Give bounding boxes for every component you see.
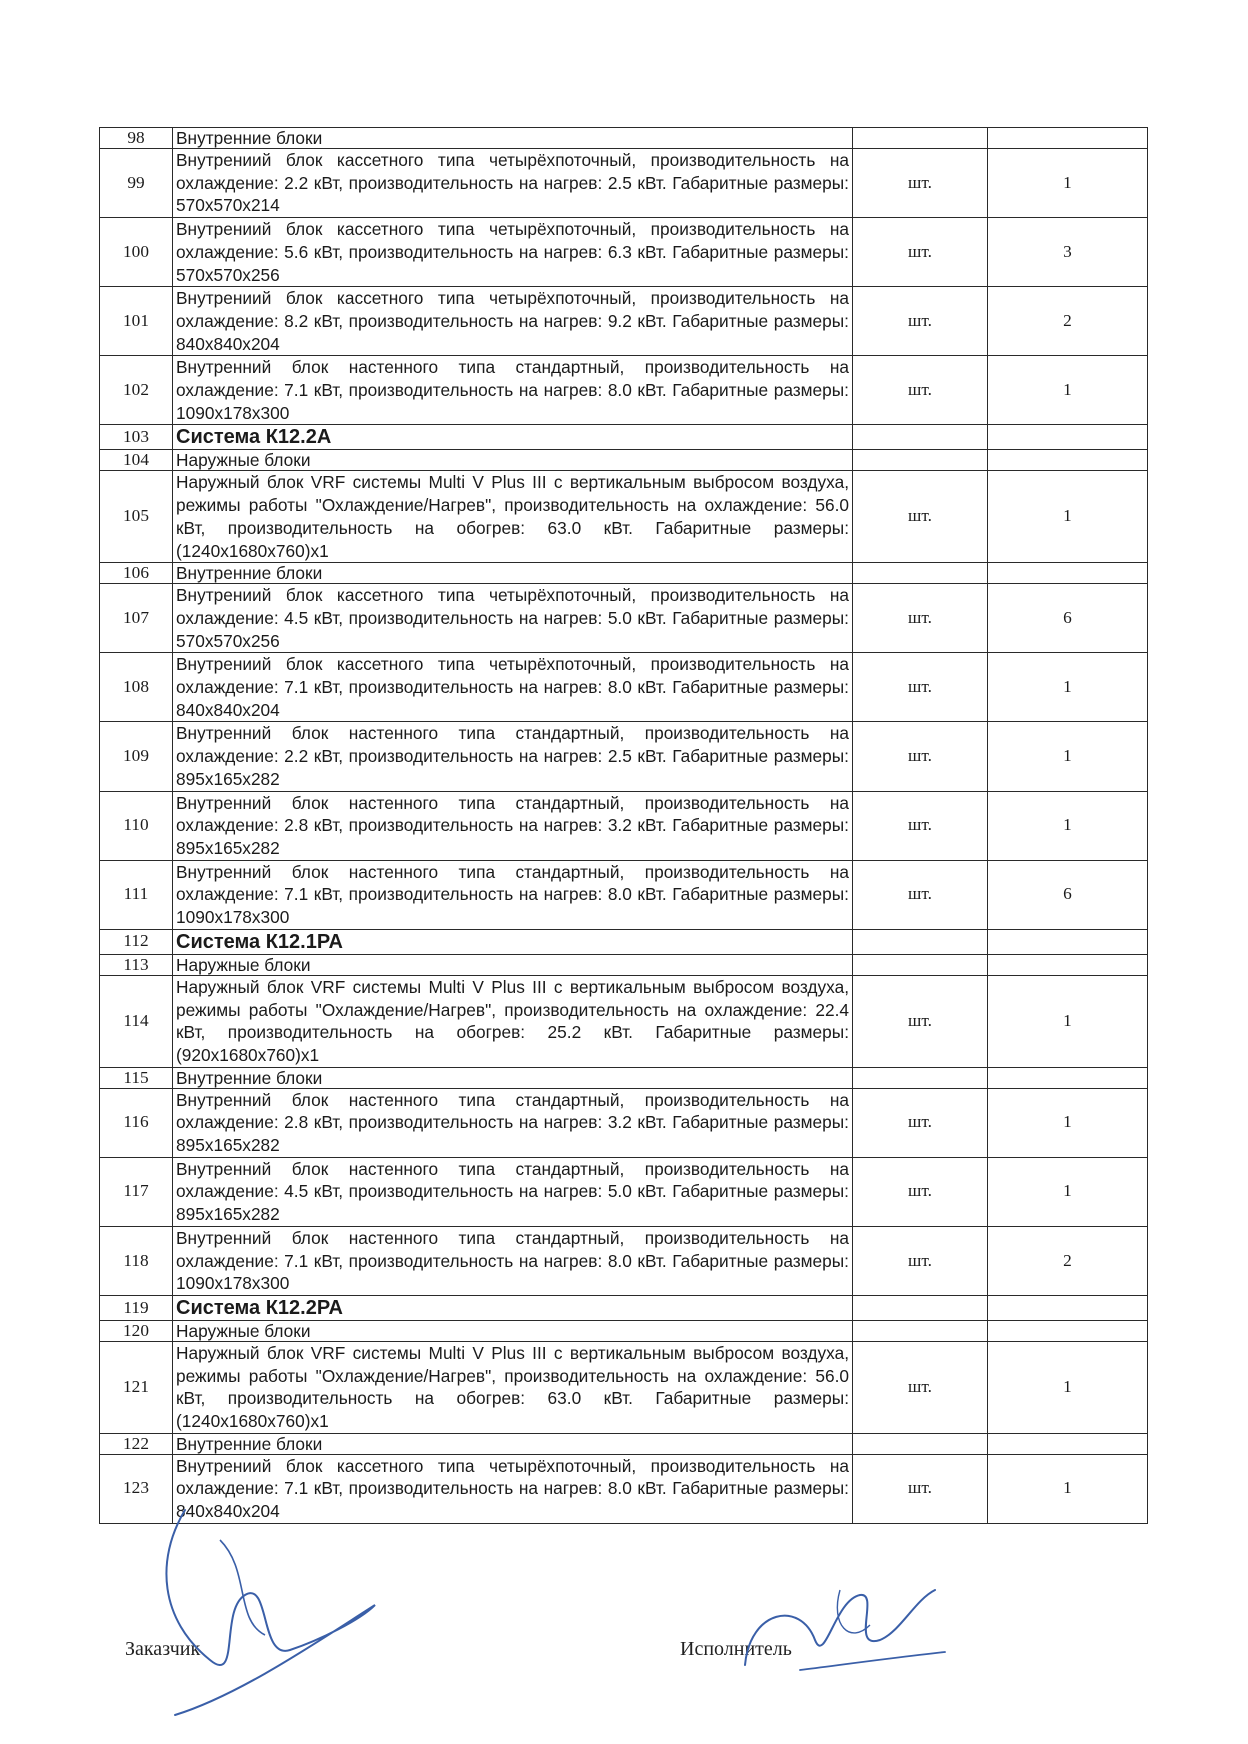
row-description: Внутренний блок настенного типа стандартный, производительность на охлаждение: 2.2 кВт, производительность на нагрев: 2.5 кВт. Габаритные размеры: 895x165x282 <box>173 722 853 791</box>
row-description: Наружный блок VRF системы Multi V Plus III с вертикальным выбросом воздуха, режимы работы "Охлаждение/Нагрев", производительность на охлаждение: 22.4 кВт, производительность на обогрев: 25.2 кВт. Габаритные размеры: (920x1680x760)x1 <box>173 975 853 1067</box>
row-number: 111 <box>100 860 173 929</box>
table-row <box>100 356 1148 425</box>
row-description: Внутренний блок настенного типа стандартный, производительность на охлаждение: 2.8 кВт, производительность на нагрев: 3.2 кВт. Габаритные размеры: 895x165x282 <box>173 1088 853 1157</box>
table-row <box>100 563 1148 584</box>
row-quantity <box>988 1067 1148 1088</box>
customer-label: Заказчик <box>125 1638 201 1660</box>
row-quantity: 1 <box>988 471 1148 563</box>
row-unit <box>853 1067 988 1088</box>
row-description: Внутренний блок настенного типа стандартный, производительность на охлаждение: 7.1 кВт, производительность на нагрев: 8.0 кВт. Габаритные размеры: 1090x178x300 <box>173 1226 853 1295</box>
table-row <box>100 653 1148 722</box>
table-row <box>100 1226 1148 1295</box>
row-quantity: 1 <box>988 653 1148 722</box>
row-quantity: 1 <box>988 1454 1148 1523</box>
table-body <box>100 128 1148 1524</box>
table-row <box>100 471 1148 563</box>
row-number: 118 <box>100 1226 173 1295</box>
row-number: 99 <box>100 149 173 218</box>
row-description: Внутрениий блок кассетного типа четырёхпоточный, производительность на охлаждение: 2.2 кВт, производительность на нагрев: 2.5 кВт. Габаритные размеры: 570x570x214 <box>173 149 853 218</box>
contractor-label: Исполнитель <box>680 1638 792 1660</box>
row-number: 119 <box>100 1295 173 1320</box>
row-quantity: 1 <box>988 1088 1148 1157</box>
row-quantity <box>988 1295 1148 1320</box>
row-unit: шт. <box>853 584 988 653</box>
row-description: Внутренние блоки <box>173 563 853 584</box>
row-unit: шт. <box>853 287 988 356</box>
table-row <box>100 218 1148 287</box>
row-number: 112 <box>100 929 173 954</box>
row-description: Внутрениий блок кассетного типа четырёхпоточный, производительность на охлаждение: 8.2 кВт, производительность на нагрев: 9.2 кВт. Габаритные размеры: 840x840x204 <box>173 287 853 356</box>
row-description: Внутренний блок настенного типа стандартный, производительность на охлаждение: 7.1 кВт, производительность на нагрев: 8.0 кВт. Габаритные размеры: 1090x178x300 <box>173 860 853 929</box>
row-unit <box>853 563 988 584</box>
row-number: 107 <box>100 584 173 653</box>
row-number: 109 <box>100 722 173 791</box>
row-description: Внутрениий блок кассетного типа четырёхпоточный, производительность на охлаждение: 5.6 кВт, производительность на нагрев: 6.3 кВт. Габаритные размеры: 570x570x256 <box>173 218 853 287</box>
row-unit <box>853 425 988 450</box>
row-description: Наружный блок VRF системы Multi V Plus III с вертикальным выбросом воздуха, режимы работы "Охлаждение/Нагрев", производительность на охлаждение: 56.0 кВт, производительность на обогрев: 63.0 кВт. Габаритные размеры: (1240x1680x760)x1 <box>173 471 853 563</box>
row-description: Система К12.2РА <box>173 1295 853 1320</box>
row-quantity <box>988 1433 1148 1454</box>
row-unit: шт. <box>853 722 988 791</box>
table-row <box>100 1088 1148 1157</box>
row-number: 101 <box>100 287 173 356</box>
row-description: Внутренние блоки <box>173 1433 853 1454</box>
row-quantity: 3 <box>988 218 1148 287</box>
row-number: 123 <box>100 1454 173 1523</box>
row-quantity <box>988 425 1148 450</box>
table-row <box>100 450 1148 471</box>
row-description: Внутренний блок настенного типа стандартный, производительность на охлаждение: 4.5 кВт, производительность на нагрев: 5.0 кВт. Габаритные размеры: 895x165x282 <box>173 1157 853 1226</box>
row-unit: шт. <box>853 791 988 860</box>
row-description: Внутренние блоки <box>173 128 853 149</box>
table-row <box>100 722 1148 791</box>
row-quantity: 1 <box>988 722 1148 791</box>
table-row <box>100 1067 1148 1088</box>
table-row <box>100 1341 1148 1433</box>
row-unit <box>853 1320 988 1341</box>
row-unit: шт. <box>853 860 988 929</box>
row-quantity: 6 <box>988 860 1148 929</box>
row-quantity: 1 <box>988 975 1148 1067</box>
table-row <box>100 860 1148 929</box>
row-quantity: 2 <box>988 1226 1148 1295</box>
specification-table <box>99 127 1148 1524</box>
row-quantity: 2 <box>988 287 1148 356</box>
row-unit: шт. <box>853 356 988 425</box>
row-number: 104 <box>100 450 173 471</box>
table-row <box>100 975 1148 1067</box>
row-description: Наружные блоки <box>173 450 853 471</box>
row-unit: шт. <box>853 471 988 563</box>
row-quantity <box>988 128 1148 149</box>
row-number: 121 <box>100 1341 173 1433</box>
row-unit <box>853 1295 988 1320</box>
row-unit <box>853 929 988 954</box>
row-number: 105 <box>100 471 173 563</box>
row-unit <box>853 954 988 975</box>
row-unit: шт. <box>853 149 988 218</box>
customer-signature <box>150 1500 390 1725</box>
row-number: 122 <box>100 1433 173 1454</box>
table-row <box>100 584 1148 653</box>
row-unit <box>853 450 988 471</box>
row-quantity: 1 <box>988 791 1148 860</box>
row-quantity: 1 <box>988 1341 1148 1433</box>
table-row <box>100 287 1148 356</box>
table-row <box>100 1157 1148 1226</box>
row-unit: шт. <box>853 975 988 1067</box>
row-description: Внутрениий блок кассетного типа четырёхпоточный, производительность на охлаждение: 7.1 кВт, производительность на нагрев: 8.0 кВт. Габаритные размеры: 840x840x204 <box>173 1454 853 1523</box>
contractor-signature <box>740 1570 950 1680</box>
row-quantity <box>988 954 1148 975</box>
row-number: 120 <box>100 1320 173 1341</box>
row-number: 106 <box>100 563 173 584</box>
row-unit: шт. <box>853 1157 988 1226</box>
row-unit <box>853 128 988 149</box>
row-description: Наружные блоки <box>173 954 853 975</box>
row-number: 113 <box>100 954 173 975</box>
row-quantity: 6 <box>988 584 1148 653</box>
table-row <box>100 128 1148 149</box>
row-unit: шт. <box>853 1454 988 1523</box>
table-row <box>100 149 1148 218</box>
table-row <box>100 791 1148 860</box>
row-quantity <box>988 929 1148 954</box>
row-description: Наружные блоки <box>173 1320 853 1341</box>
row-description: Система К12.1РА <box>173 929 853 954</box>
row-quantity: 1 <box>988 1157 1148 1226</box>
row-description: Внутренний блок настенного типа стандартный, производительность на охлаждение: 2.8 кВт, производительность на нагрев: 3.2 кВт. Габаритные размеры: 895x165x282 <box>173 791 853 860</box>
row-number: 98 <box>100 128 173 149</box>
row-number: 110 <box>100 791 173 860</box>
row-description: Внутренний блок настенного типа стандартный, производительность на охлаждение: 7.1 кВт, производительность на нагрев: 8.0 кВт. Габаритные размеры: 1090x178x300 <box>173 356 853 425</box>
row-number: 114 <box>100 975 173 1067</box>
row-unit: шт. <box>853 218 988 287</box>
table-row <box>100 1295 1148 1320</box>
row-number: 100 <box>100 218 173 287</box>
row-unit: шт. <box>853 1088 988 1157</box>
row-unit: шт. <box>853 1226 988 1295</box>
row-quantity <box>988 563 1148 584</box>
row-quantity: 1 <box>988 149 1148 218</box>
row-description: Наружный блок VRF системы Multi V Plus III с вертикальным выбросом воздуха, режимы работы "Охлаждение/Нагрев", производительность на охлаждение: 56.0 кВт, производительность на обогрев: 63.0 кВт. Габаритные размеры: (1240x1680x760)x1 <box>173 1341 853 1433</box>
row-number: 116 <box>100 1088 173 1157</box>
table-row <box>100 1320 1148 1341</box>
row-description: Внутрениий блок кассетного типа четырёхпоточный, производительность на охлаждение: 4.5 кВт, производительность на нагрев: 5.0 кВт. Габаритные размеры: 570x570x256 <box>173 584 853 653</box>
row-description: Система К12.2А <box>173 425 853 450</box>
table-row <box>100 1433 1148 1454</box>
row-unit: шт. <box>853 1341 988 1433</box>
row-number: 108 <box>100 653 173 722</box>
row-unit: шт. <box>853 653 988 722</box>
row-number: 102 <box>100 356 173 425</box>
row-number: 103 <box>100 425 173 450</box>
table-row <box>100 425 1148 450</box>
row-description: Внутренние блоки <box>173 1067 853 1088</box>
table-row <box>100 929 1148 954</box>
table-row <box>100 954 1148 975</box>
row-unit <box>853 1433 988 1454</box>
row-quantity: 1 <box>988 356 1148 425</box>
row-number: 117 <box>100 1157 173 1226</box>
row-description: Внутрениий блок кассетного типа четырёхпоточный, производительность на охлаждение: 7.1 кВт, производительность на нагрев: 8.0 кВт. Габаритные размеры: 840x840x204 <box>173 653 853 722</box>
row-quantity <box>988 1320 1148 1341</box>
row-quantity <box>988 450 1148 471</box>
row-number: 115 <box>100 1067 173 1088</box>
